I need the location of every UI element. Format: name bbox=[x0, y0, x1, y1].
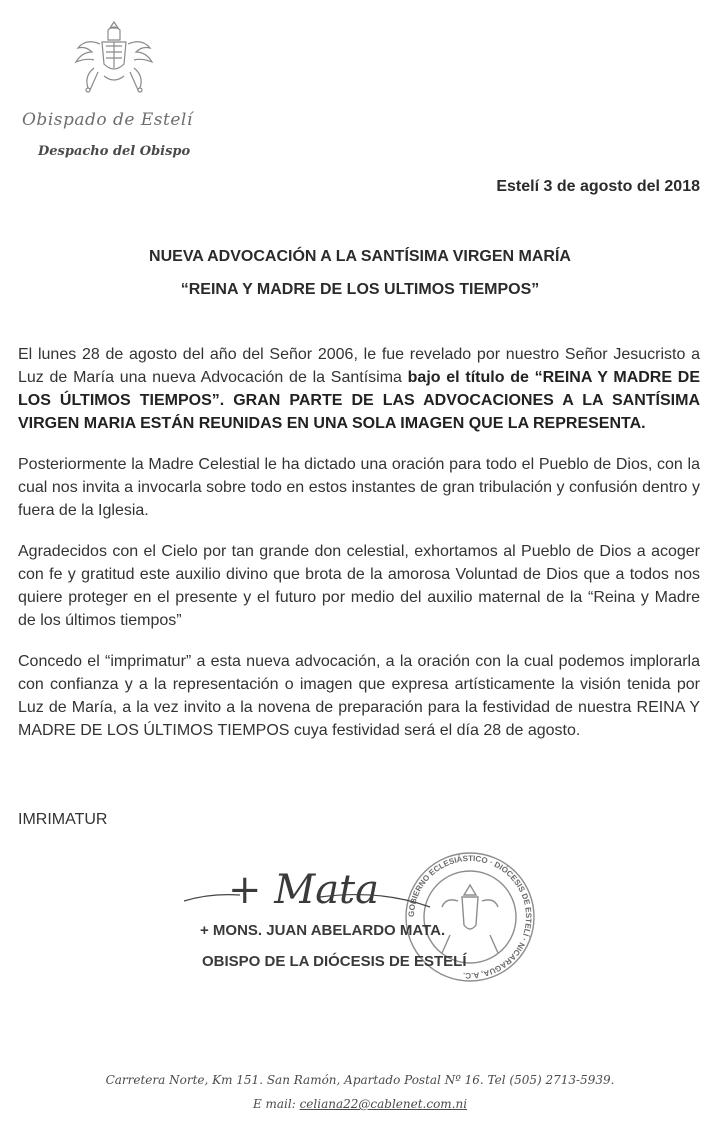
episcopal-crest-icon bbox=[64, 18, 164, 94]
footer-email[interactable]: celiana22@cablenet.com.ni bbox=[299, 1097, 468, 1111]
signature-block bbox=[180, 845, 560, 995]
signatory-name: + MONS. JUAN ABELARDO MATA. bbox=[200, 922, 446, 939]
diocese-name: Obispado de Estelí bbox=[22, 110, 193, 130]
handwritten-signature: + Mata bbox=[228, 867, 379, 913]
date-line: Estelí 3 de agosto del 2018 bbox=[496, 178, 700, 195]
footer-contact bbox=[0, 1097, 720, 1111]
paragraph-1-regular: El lunes 28 de agosto del año del Señor 2006, le fue revelado por nuestro Señor Jesucristo a Luz de María una nueva Advocación de la Santísima bbox=[18, 346, 700, 386]
seal-text-path: GOBIERNO ECLESIÁSTICO · DIÓCESIS DE ESTELÍ · NICARAGUA, A.C. bbox=[406, 853, 534, 981]
letter-body bbox=[18, 343, 700, 760]
paragraph-1-bold: bajo el título de “REINA Y MADRE DE LOS ÚLTIMOS TIEMPOS”. GRAN PARTE DE LAS ADVOCACIONES A LA SANTÍSIMA VIRGEN MARIA ESTÁN REUNIDAS EN UNA SOLA IMAGEN QUE LA REPRESENTA. bbox=[18, 369, 700, 432]
office-name: Despacho del Obispo bbox=[38, 144, 191, 159]
signatory-title: OBISPO DE LA DIÓCESIS DE ESTELÍ bbox=[202, 953, 467, 970]
paragraph-4: Concedo el “imprimatur” a esta nueva advocación, a la oración con la cual podemos implorarla con confianza y a la representación o imagen que expresa artísticamente la visión tenida por Luz de María, a la vez invito a la novena de preparación para la festividad de nuestra REINA Y MADRE DE LOS ÚLTIMOS TIEMPOS cuya festividad será el día 28 de agosto. bbox=[18, 653, 700, 739]
imprimatur-label: IMRIMATUR bbox=[18, 811, 108, 828]
paragraph-3: Agradecidos con el Cielo por tan grande don celestial, exhortamos al Pueblo de Dios a acoger con fe y gratitud este auxilio divino que brota de la amorosa Voluntad de Dios que a todos nos quiere proteger en el presente y el futuro por medio del auxilio maternal de la “Reina y Madre de los últimos tiempos” bbox=[18, 543, 700, 629]
paragraph-1 bbox=[18, 343, 700, 435]
document-title-line1: NUEVA ADVOCACIÓN A LA SANTÍSIMA VIRGEN MARÍA bbox=[149, 248, 571, 265]
signature-graphics bbox=[180, 845, 560, 995]
paragraph-2: Posteriormente la Madre Celestial le ha dictado una oración para todo el Pueblo de Dios, con la cual nos invita a invocarla sobre todo en estos instantes de gran tribulación y confusión dentro y fuera de la Iglesia. bbox=[18, 456, 700, 519]
footer-address: Carretera Norte, Km 151. San Ramón, Apartado Postal Nº 16. Tel (505) 2713-5939. bbox=[105, 1073, 615, 1087]
letterhead bbox=[18, 14, 218, 159]
document-title-line2: “REINA Y MADRE DE LOS ULTIMOS TIEMPOS” bbox=[180, 281, 540, 298]
footer-email-label: E mail: bbox=[252, 1097, 300, 1111]
